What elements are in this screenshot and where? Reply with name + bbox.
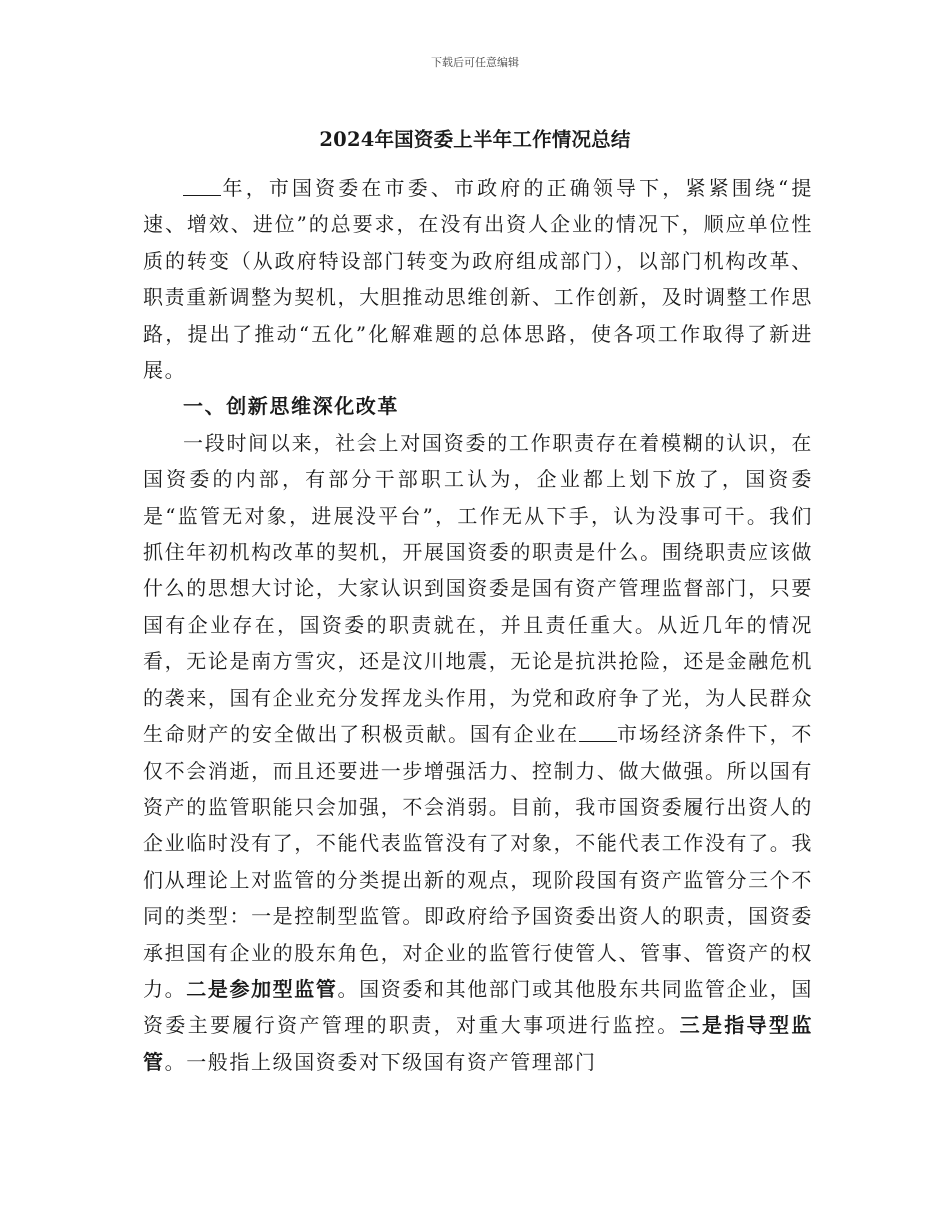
bold-phrase-participatory: 二是参加型监管 — [186, 976, 338, 1001]
section-paragraph — [143, 425, 813, 1080]
header-note: 下载后可任意编辑 — [431, 56, 519, 69]
intro-paragraph — [143, 170, 813, 388]
document-body — [143, 170, 813, 1080]
bold-phrase-guidance: 三是指导型监管 — [143, 1013, 813, 1074]
document-title: 2024年国资委上半年工作情况总结 — [319, 128, 631, 151]
fill-in-blank — [579, 723, 617, 742]
paragraph-text-d: 。一般指上级国资委对下级国有资产管理部门 — [164, 1049, 597, 1074]
paragraph-text-a: 一段时间以来，社会上对国资委的工作职责存在着模糊的认识，在国资委的内部，有部分干部职工认为，企业都上划下放了，国资委是“监管无对象，进展没平台”，工作无从下手，认为没事可干。我们抓住年初机构改革的契机，开展国资委的职责是什么。围绕职责应该做什么的思想大讨论，大家认识到国资委是国有资产管理监督部门，只要国有企业存在，国资委的职责就在，并且责任重大。从近几年的情况看，无论是南方雪灾，还是汶川地震，无论是抗洪抢险，还是金融危机的袭来，国有企业充分发挥龙头作用，为党和政府争了光，为人民群众生命财产的安全做出了积极贡献。国有企业在 — [143, 430, 813, 747]
intro-text: 年，市国资委在市委、市政府的正确领导下，紧紧围绕“提速、增效、进位”的总要求，在没有出资人企业的情况下，顺应单位性质的转变（从政府特设部门转变为政府组成部门），以部门机构改革、职责重新调整为契机，大胆推动思维创新、工作创新，及时调整工作思路，提出了推动“五化”化解难题的总体思路，使各项工作取得了新进展。 — [143, 176, 813, 383]
section-heading: 一、创新思维深化改革 — [183, 394, 399, 419]
fill-in-blank — [183, 177, 221, 196]
paragraph-text-b: 市场经济条件下，不仅不会消逝，而且还要进一步增强活力、控制力、做大做强。所以国有资产的监管职能只会加强，不会消弱。目前，我市国资委履行出资人的企业临时没有了，不能代表监管没有了对象，不能代表工作没有了。我们从理论上对监管的分类提出新的观点，现阶段国有资产监管分三个不同的类型：一是控制型监管。即政府给予国资委出资人的职责，国资委承担国有企业的股东角色，对企业的监管行使管人、管事、管资产的权力。 — [143, 722, 813, 1001]
paragraph-text-c: 。国资委和其他部门或其他股东共同监管企业，国资委主要履行资产管理的职责，对重大事项进行监控。 — [143, 976, 814, 1038]
